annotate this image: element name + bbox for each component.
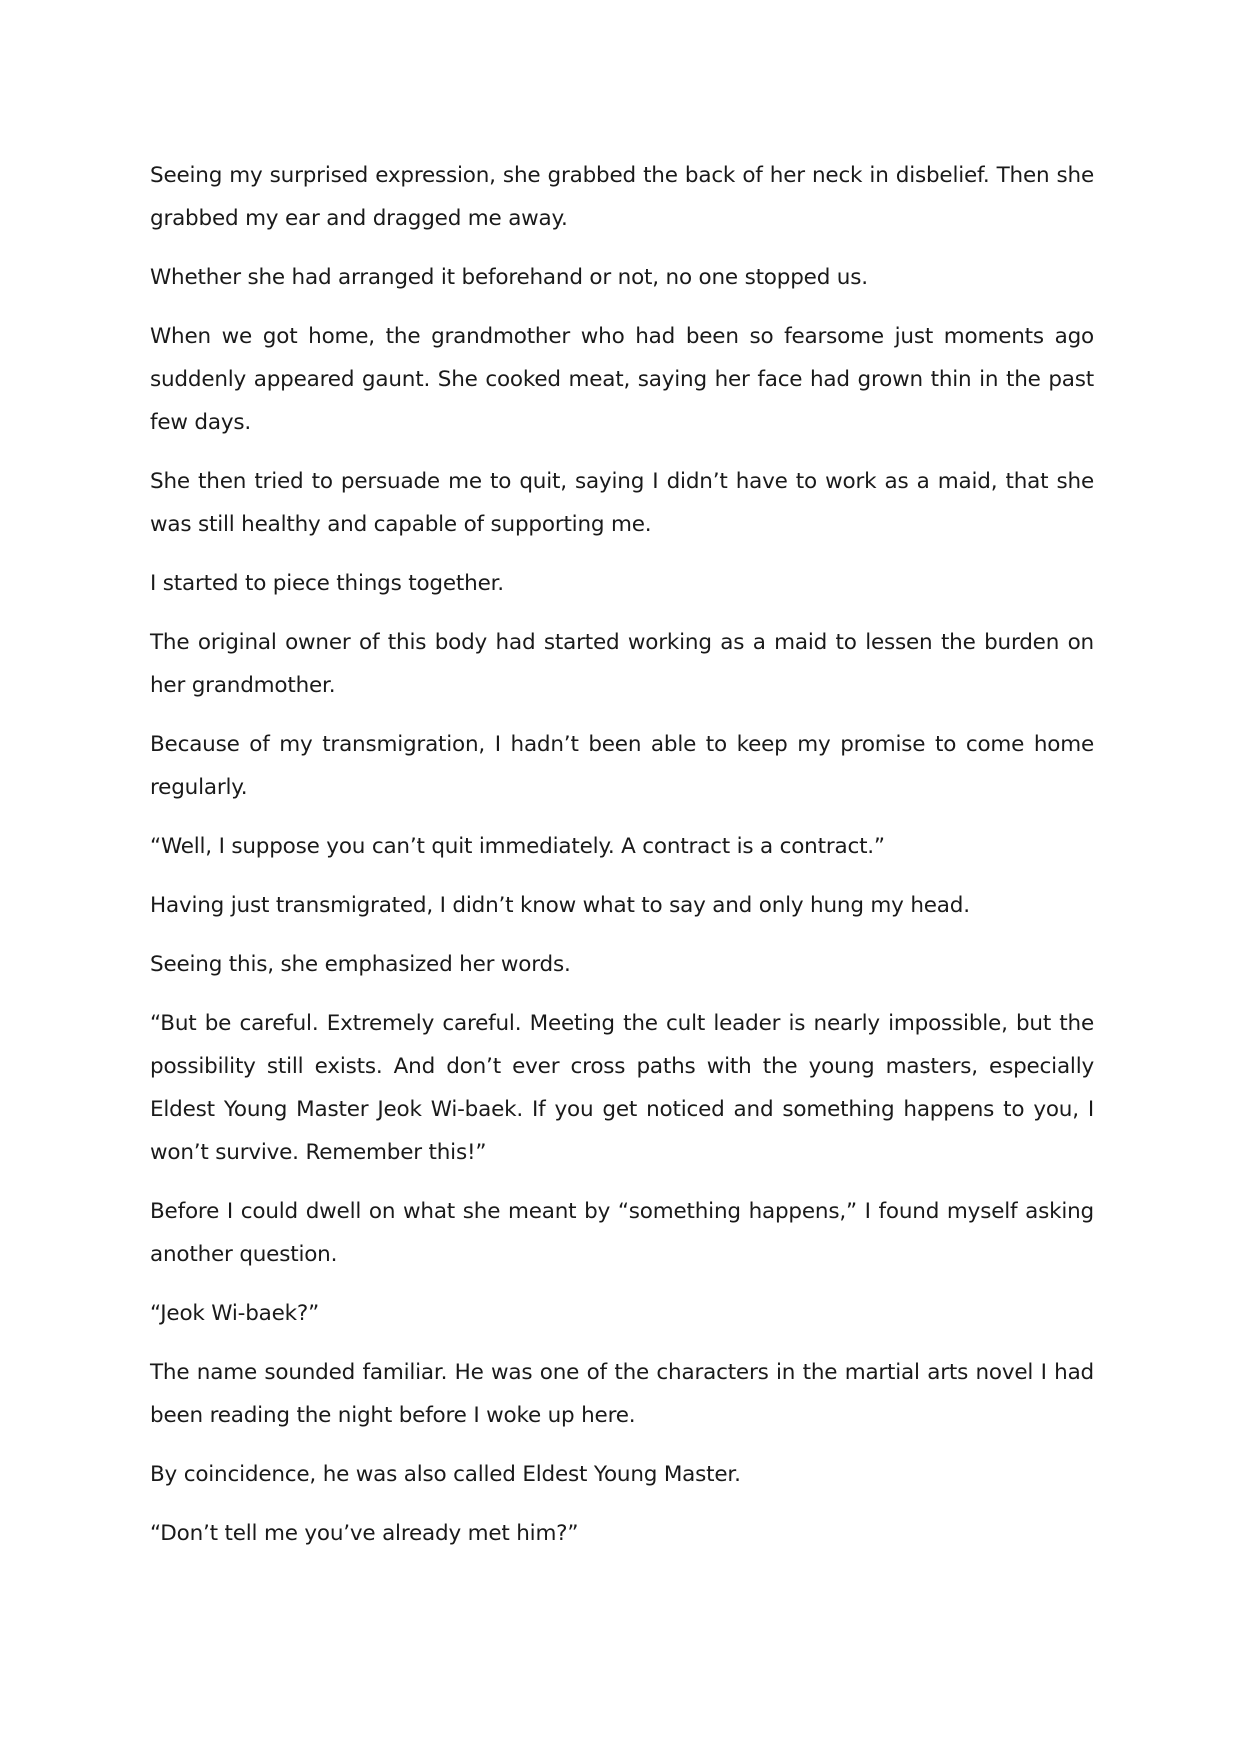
paragraph: “Well, I suppose you can’t quit immediately. A contract is a contract.” [150,834,885,859]
paragraph: Before I could dwell on what she meant by “something happens,” I found myself asking another question. [150,1199,1094,1267]
paragraph: When we got home, the grandmother who had been so fearsome just moments ago suddenly appeared gaunt. She cooked meat, saying her face had grown thin in the past few days. [150,324,1094,435]
paragraph: “But be careful. Extremely careful. Meeting the cult leader is nearly impossible, but the possibility still exists. And don’t ever cross paths with the young masters, especially Eldest Young Master Jeok Wi-baek. If you get noticed and something happens to you, I won’t survive. Remember this!” [150,1011,1094,1165]
paragraph: Because of my transmigration, I hadn’t been able to keep my promise to come home regularly. [150,732,1094,800]
paragraph: The name sounded familiar. He was one of the characters in the martial arts novel I had been reading the night before I woke up here. [150,1360,1094,1428]
paragraph: Seeing my surprised expression, she grabbed the back of her neck in disbelief. Then she grabbed my ear and dragged me away. [150,163,1094,231]
paragraph: “Jeok Wi-baek?” [150,1301,320,1326]
paragraph: “Don’t tell me you’ve already met him?” [150,1521,579,1546]
paragraph: I started to piece things together. [150,571,504,596]
paragraph: Whether she had arranged it beforehand or not, no one stopped us. [150,265,868,290]
paragraph: Having just transmigrated, I didn’t know what to say and only hung my head. [150,893,970,918]
paragraph: The original owner of this body had started working as a maid to lessen the burden on her grandmother. [150,630,1094,698]
document-body [150,154,1094,1571]
paragraph: Seeing this, she emphasized her words. [150,952,571,977]
paragraph: She then tried to persuade me to quit, saying I didn’t have to work as a maid, that she was still healthy and capable of supporting me. [150,469,1094,537]
paragraph: By coincidence, he was also called Eldest Young Master. [150,1462,741,1487]
